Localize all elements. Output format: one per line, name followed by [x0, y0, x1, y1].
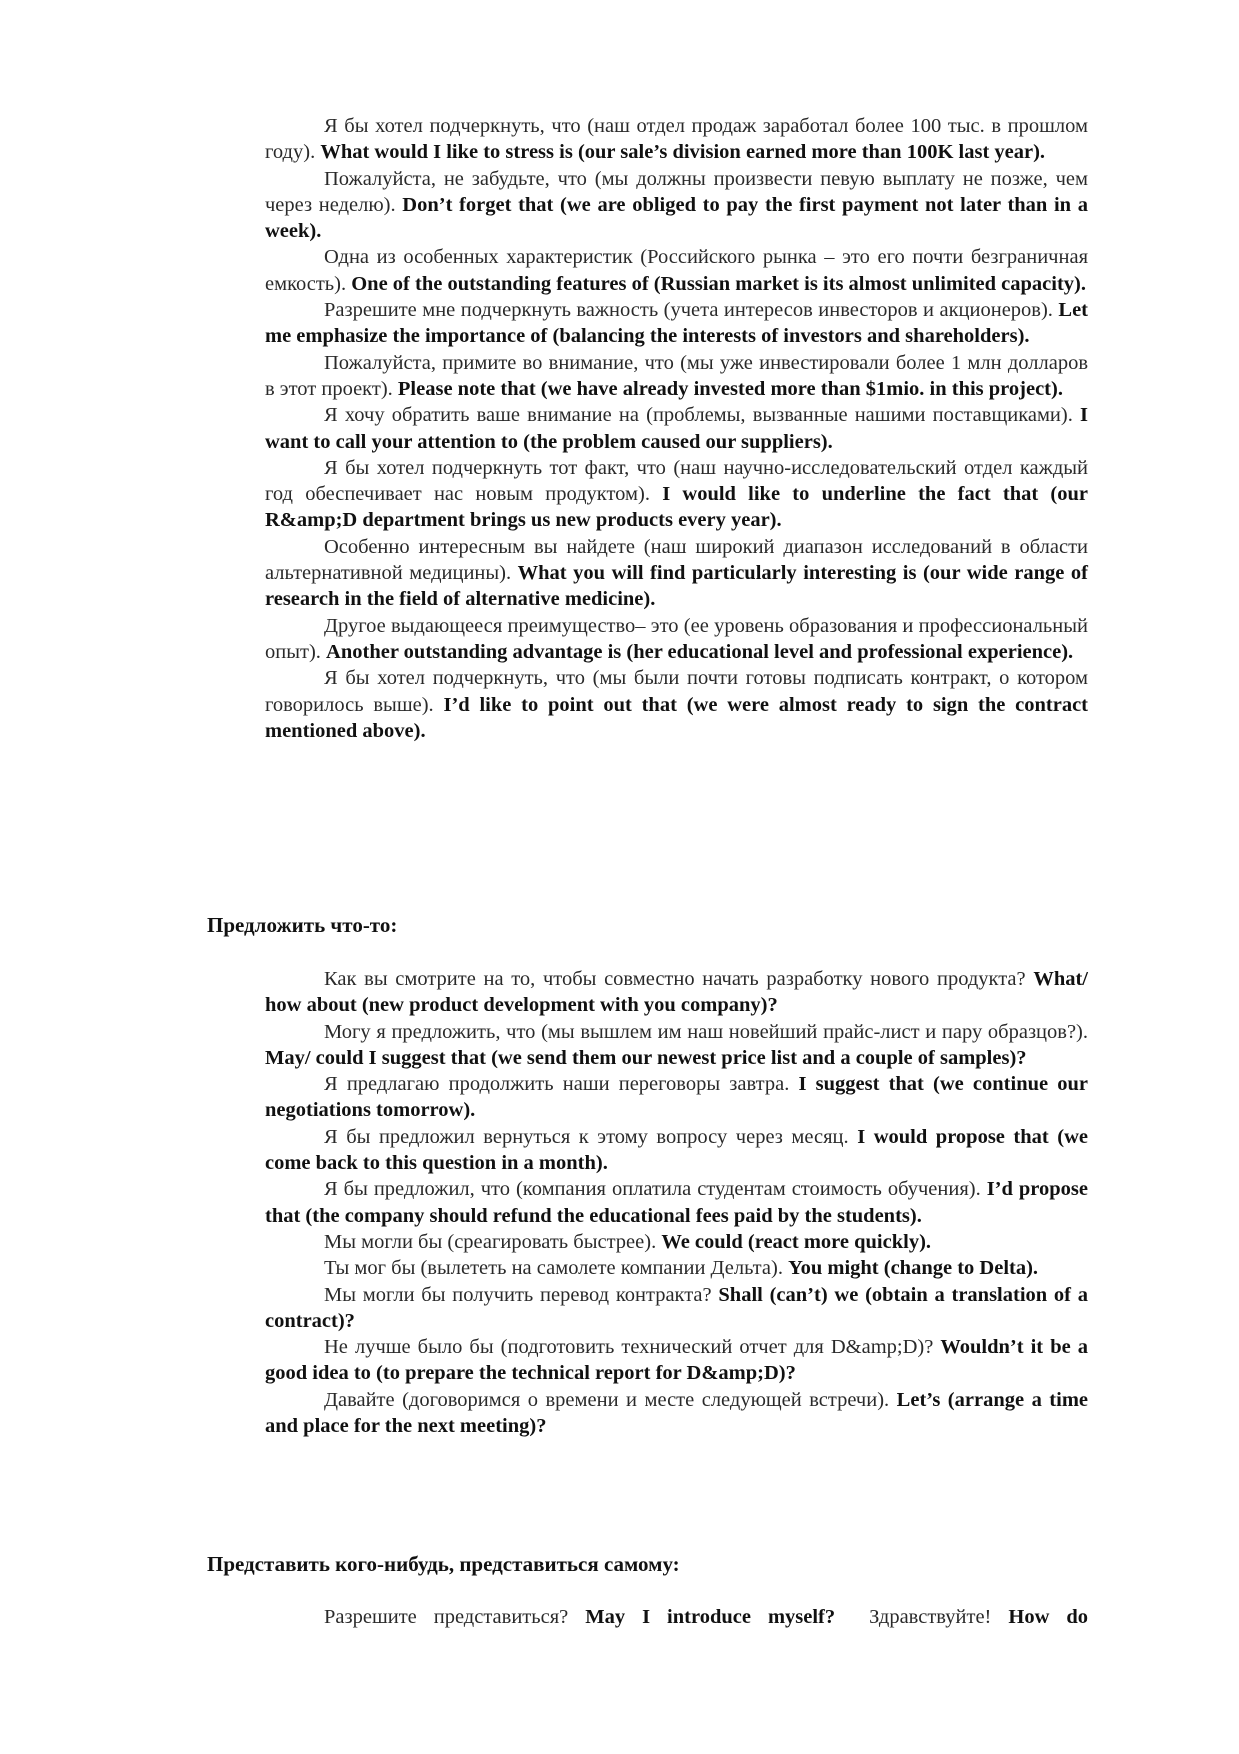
english-text: May I introduce myself? [585, 1606, 836, 1628]
english-text: Let me emphasize the importance of (balancing the interests of investors and shareholders). [265, 299, 1089, 348]
russian-text: Мы могли бы получить перевод контракта? [324, 1283, 712, 1306]
english-text: We could (react more quickly). [661, 1230, 932, 1253]
section-heading-introduce: Представить кого-нибудь, представиться самому: [207, 1552, 680, 1576]
english-text: How do [1008, 1606, 1089, 1628]
russian-text: Я предлагаю продолжить наши переговоры завтра. [324, 1073, 790, 1096]
english-text: Please note that (we have already invested more than $1mio. in this project). [397, 377, 1063, 400]
phrase-paragraph [265, 534, 1088, 613]
phrase-paragraph [265, 1176, 1088, 1229]
english-text: I want to call your attention to (the problem caused our suppliers). [265, 404, 1088, 453]
phrase-paragraph [265, 613, 1088, 666]
english-text: May/ could I suggest that (we send them our newest price list and a couple of samples)? [265, 1046, 1027, 1069]
section-introduce [265, 1604, 1088, 1630]
phrase-paragraph [265, 1334, 1088, 1387]
russian-text: Пожалуйста, примите во внимание, что (мы уже инвестировали более 1 млн долларов в этот проект). [265, 351, 1088, 400]
phrase-paragraph [265, 1071, 1088, 1124]
english-text: I would like to underline the fact that (our R&amp;D department brings us new products every year). [265, 483, 1088, 532]
russian-text: Одна из особенных характеристик (Российского рынка – это его почти безграничная емкость). [265, 246, 1088, 295]
russian-text: Другое выдающееся преимущество– это (ее уровень образования и профессиональный опыт). [265, 614, 1088, 663]
russian-text: Разрешите мне подчеркнуть важность (учета интересов инвесторов и акционеров). [324, 299, 1053, 322]
english-text: Another outstanding advantage is (her educational level and professional experience). [326, 640, 1074, 663]
russian-text: Я бы хотел подчеркнуть, что (мы были почти готовы подписать контракт, о котором говорилось выше). [265, 667, 1088, 716]
section-emphasis [265, 113, 1088, 744]
russian-text: Я хочу обратить ваше внимание на (проблемы, вызванные нашими поставщиками). [324, 404, 1073, 427]
english-text: Wouldn’t it be a good idea to (to prepare the technical report for D&amp;D)? [265, 1336, 1088, 1385]
russian-text: Особенно интересным вы найдете (наш широкий диапазон исследований в области альтернативной медицины). [265, 535, 1088, 585]
english-text: Don’t forget that (we are obliged to pay the first payment not later than in a week). [265, 193, 1089, 243]
phrase-paragraph [265, 1124, 1088, 1177]
english-text: One of the outstanding features of (Russian market is its almost unlimited capacity). [351, 272, 1087, 295]
english-text: What you will find particularly interesting is (our wide range of research in the field of alternative medicine). [265, 562, 1088, 611]
phrase-paragraph [265, 402, 1088, 455]
phrase-paragraph [265, 297, 1088, 350]
phrase-paragraph [265, 1282, 1088, 1335]
russian-text: Я бы хотел подчеркнуть, что (наш отдел продаж заработал более 100 тыс. в прошлом году). [265, 115, 1088, 164]
russian-text: Разрешите представиться? [324, 1606, 569, 1628]
english-text: I would propose that (we come back to this question in a month). [265, 1125, 1089, 1175]
russian-text: Ты мог бы (вылететь на самолете компании Дельта). [324, 1257, 783, 1280]
phrase-paragraph [265, 166, 1088, 245]
russian-text: Мы могли бы (среагировать быстрее). [324, 1230, 657, 1253]
russian-text: Давайте (договоримся о времени и месте следующей встречи). [324, 1388, 890, 1411]
phrase-paragraph [265, 244, 1088, 297]
english-text: Let’s (arrange a time and place for the next meeting)? [265, 1388, 1089, 1438]
phrase-paragraph [265, 113, 1088, 166]
phrase-paragraph [265, 455, 1088, 534]
english-text: You might (change to Delta). [788, 1257, 1039, 1280]
phrase-paragraph [265, 665, 1088, 744]
section-heading-suggest: Предложить что-то: [207, 913, 398, 937]
english-text: Shall (can’t) we (obtain a translation of a contract)? [265, 1283, 1089, 1332]
russian-text: Здравствуйте! [869, 1606, 992, 1628]
phrase-paragraph [265, 1019, 1088, 1072]
russian-text: Могу я предложить, что (мы вышлем им наш новейший прайс-лист и пару образцов?). [324, 1020, 1088, 1043]
russian-text: Я бы предложил, что (компания оплатила студентам стоимость обучения). [324, 1178, 981, 1201]
english-text: I’d like to point out that (we were almost ready to sign the contract mentioned above). [265, 693, 1089, 742]
english-text: What/ how about (new product development with you company)? [265, 968, 1088, 1017]
phrase-paragraph [265, 1604, 1088, 1630]
english-text: I’d propose that (the company should refund the educational fees paid by the students). [265, 1178, 1088, 1227]
russian-text: Как вы смотрите на то, чтобы совместно начать разработку нового продукта? [324, 968, 1026, 990]
russian-text: Я бы хотел подчеркнуть тот факт, что (наш научно-исследовательский отдел каждый год обеспечивает нас новым продуктом). [265, 456, 1088, 506]
phrase-paragraph [265, 966, 1088, 1019]
russian-text: Не лучше было бы (подготовить технический отчет для D&amp;D)? [324, 1336, 934, 1359]
phrase-paragraph [265, 1387, 1088, 1440]
russian-text: Пожалуйста, не забудьте, что (мы должны произвести певую выплату не позже, чем через неделю). [265, 167, 1088, 216]
english-text: What would I like to stress is (our sale’s division earned more than 100K last year). [320, 141, 1046, 164]
english-text: I suggest that (we continue our negotiations tomorrow). [265, 1073, 1089, 1122]
phrase-paragraph [265, 350, 1088, 403]
section-suggest [265, 966, 1088, 1439]
phrase-paragraph [265, 1255, 1088, 1281]
phrase-paragraph [265, 1229, 1088, 1255]
russian-text: Я бы предложил вернуться к этому вопросу через месяц. [324, 1125, 849, 1148]
